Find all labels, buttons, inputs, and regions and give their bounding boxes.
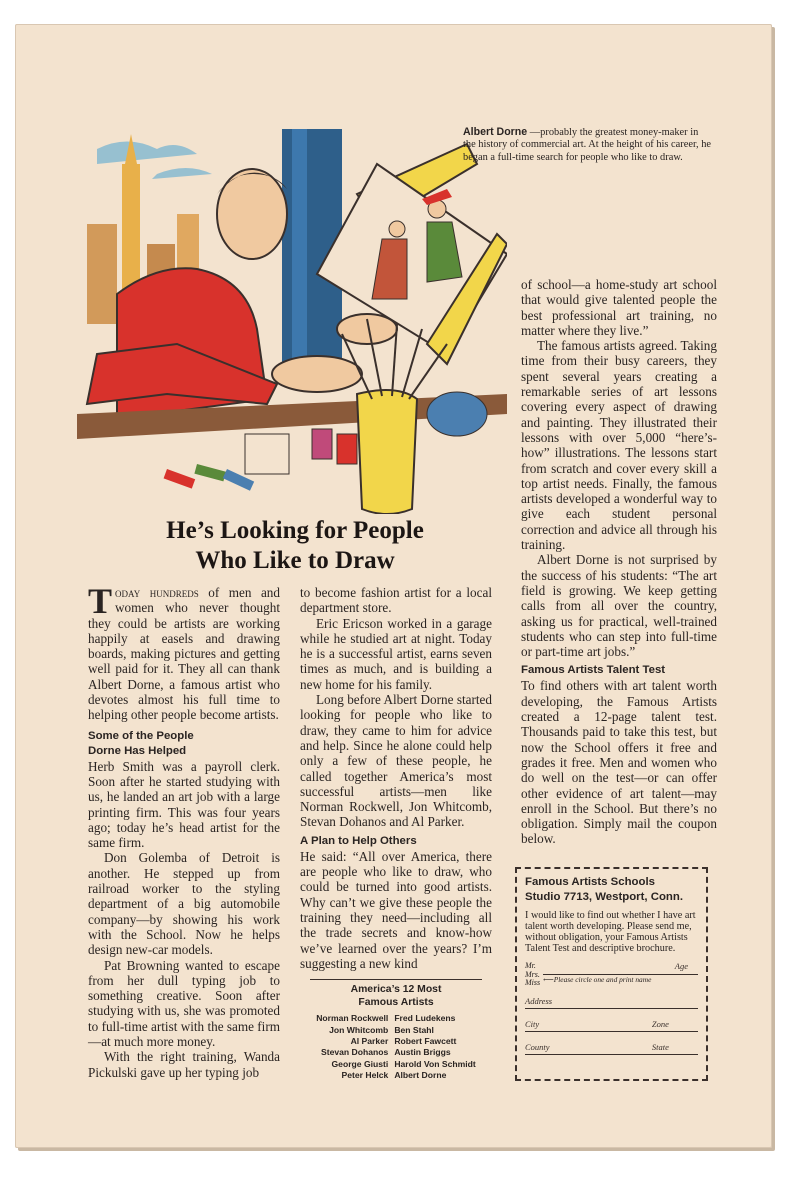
- column-1: [88, 581, 280, 1080]
- artist-name: Austin Briggs: [394, 1047, 451, 1058]
- salutation-options[interactable]: [525, 962, 540, 988]
- caption-name: Albert Dorne: [463, 126, 528, 138]
- subhead-plan: A Plan to Help Others: [300, 834, 417, 847]
- age-field-label: Age: [543, 962, 698, 975]
- subhead-some-people: [88, 729, 280, 759]
- artist-name: Harold Von Schmidt: [394, 1058, 476, 1069]
- artist-name: George Giusti: [331, 1058, 389, 1069]
- illustration-caption: [463, 126, 713, 164]
- drop-cap: T: [88, 581, 113, 621]
- paragraph-pat-browning: Pat Browning wanted to escape from her dull typing job to something creative. Soon after studying with us, she was promoted to full-time artist with the same firm—at much more money.: [88, 957, 280, 1050]
- paragraph-he-said: He said: “All over America, there are people who like to draw, who could be turned into good artists. Why can’t we give these people the training they need—including all the trade secrets and know-how we’ve learned over the years? I’m suggesting a new kind: [300, 848, 492, 971]
- artist-name: Robert Fawcett: [394, 1035, 457, 1046]
- county-state-row: [525, 1042, 698, 1055]
- headline-line-2: Who Like to Draw: [195, 547, 395, 574]
- artist-name: Jon Whitcomb: [329, 1024, 389, 1035]
- intro-small-caps: oday hundreds: [115, 585, 199, 600]
- artist-name: Peter Helck: [341, 1070, 389, 1081]
- artist-illustration: [77, 104, 507, 514]
- subhead-line-1: Some of the People: [88, 729, 194, 742]
- paragraph-don-golemba: Don Golemba of Detroit is another. He stepped up from railroad worker to the styling department of a big automobile company—by showing his work with the School. Now he helps design new-car models.: [88, 850, 280, 958]
- city-zone-row: [525, 1019, 698, 1032]
- city-field[interactable]: City: [525, 1019, 623, 1032]
- paragraph-of-school: of school—a home-study art school that would give talented people the best professional art training, no matter where they live.”: [521, 277, 717, 338]
- artists-title-line-1: America’s 12 Most: [350, 984, 442, 996]
- coupon-title-line-1: Famous Artists Schools: [525, 876, 655, 888]
- salutation-mr[interactable]: Mr.: [525, 961, 536, 970]
- coupon-title-line-2: Studio 7713, Westport, Conn.: [525, 891, 684, 903]
- headline: [115, 516, 475, 576]
- salutation-mrs[interactable]: Mrs.: [525, 969, 540, 979]
- paragraph-wanda-pickulski: With the right training, Wanda Pickulski gave up her typing job: [88, 1049, 280, 1080]
- artist-name: Albert Dorne: [394, 1070, 447, 1081]
- subhead-line-2: Dorne Has Helped: [88, 744, 187, 757]
- coupon-body: I would like to find out whether I have art talent worth developing. Please send me, without obligation, your Famous Artists Talent Test and descriptive brochure.: [525, 910, 696, 954]
- mail-coupon[interactable]: [515, 867, 708, 1081]
- county-field[interactable]: County: [525, 1042, 623, 1055]
- subhead-talent-test: Famous Artists Talent Test: [521, 664, 666, 677]
- salutation-miss[interactable]: Miss: [525, 978, 541, 987]
- paragraph-herb-smith: Herb Smith was a payroll clerk. Soon after he started studying with us, he landed an art job with a large printing firm. This was four years ago; today he’s head artist for the same firm.: [88, 758, 280, 851]
- name-field-row[interactable]: [525, 962, 698, 988]
- column-3: [521, 277, 717, 847]
- artists-title-line-2: Famous Artists: [358, 997, 434, 1009]
- artists-list: [310, 1013, 482, 1081]
- artists-right-column: [394, 1013, 476, 1081]
- artists-box: [310, 979, 482, 1081]
- name-hint: ⟵Please circle one and print name: [543, 975, 652, 984]
- column-2: [300, 585, 492, 1082]
- paragraph-fashion-artist: to become fashion artist for a local department store.: [300, 585, 492, 616]
- paragraph-talent-test: To find others with art talent worth developing, the Famous Artists created a 12-page talent test. Thousands paid to take this test, but now the School offers it free and grades it free. Men and women who do well on the test—or can offer other evidence of art talent—may enroll in the School. But there’s no obligation. Simply mail the coupon below.: [521, 678, 717, 847]
- artist-name: Al Parker: [350, 1035, 389, 1046]
- artist-name: Ben Stahl: [394, 1024, 434, 1035]
- zone-field[interactable]: Zone: [623, 1019, 698, 1032]
- paragraph-long-before: Long before Albert Dorne started looking for people who like to draw, they came to him for advice and help. Since he alone could help only a few of these people, he called together America’s most successful artists—men like Norman Rockwell, Jon Whitcomb, Stevan Dohanos and Al Parker.: [300, 692, 492, 830]
- headline-line-1: He’s Looking for People: [166, 517, 424, 544]
- artists-left-column: [316, 1013, 388, 1081]
- artist-name: Fred Ludekens: [394, 1013, 456, 1024]
- paragraph-famous-artists-agreed: The famous artists agreed. Taking time from their busy careers, they spent several years creating a remarkable series of art lessons covering every aspect of drawing and painting. They illustrated their lessons with over 5,000 “here’s-how” illustrations. The lessons start from scratch and cover every skill a top artist needs. Finally, the famous artists developed a wonderful way to give each student personal correction and advice all through his training.: [521, 338, 717, 553]
- artist-name: Stevan Dohanos: [320, 1047, 389, 1058]
- caption-text: —probably the greatest money-maker in the history of commercial art. At the height of his career, he began a full-time search for people who like to draw.: [463, 127, 712, 163]
- intro-paragraph: [88, 581, 280, 723]
- address-field[interactable]: Address: [525, 996, 698, 1009]
- intro-text: of men and women who never thought they could be artists are working happily at easels and drawing boards, making pictures and getting well paid for it. They all can thank Albert Dorne, a famous artist who devotes almost his full time to helping other people become artists.: [88, 585, 280, 723]
- artist-name: Norman Rockwell: [316, 1013, 389, 1024]
- state-field[interactable]: State: [623, 1042, 698, 1055]
- name-field[interactable]: [543, 962, 698, 988]
- paragraph-eric-ericson: Eric Ericson worked in a garage while he studied art at night. Today he is a successful artist, earns seven times as much, and is building a new home for his family.: [300, 615, 492, 692]
- comic-back-cover-page: [15, 24, 772, 1148]
- paragraph-not-surprised: Albert Dorne is not surprised by the success of his students: “The art field is growing. We keep getting calls from all over the country, asking us for practical, well-trained students who can step into full-time or part-time art jobs.”: [521, 552, 717, 660]
